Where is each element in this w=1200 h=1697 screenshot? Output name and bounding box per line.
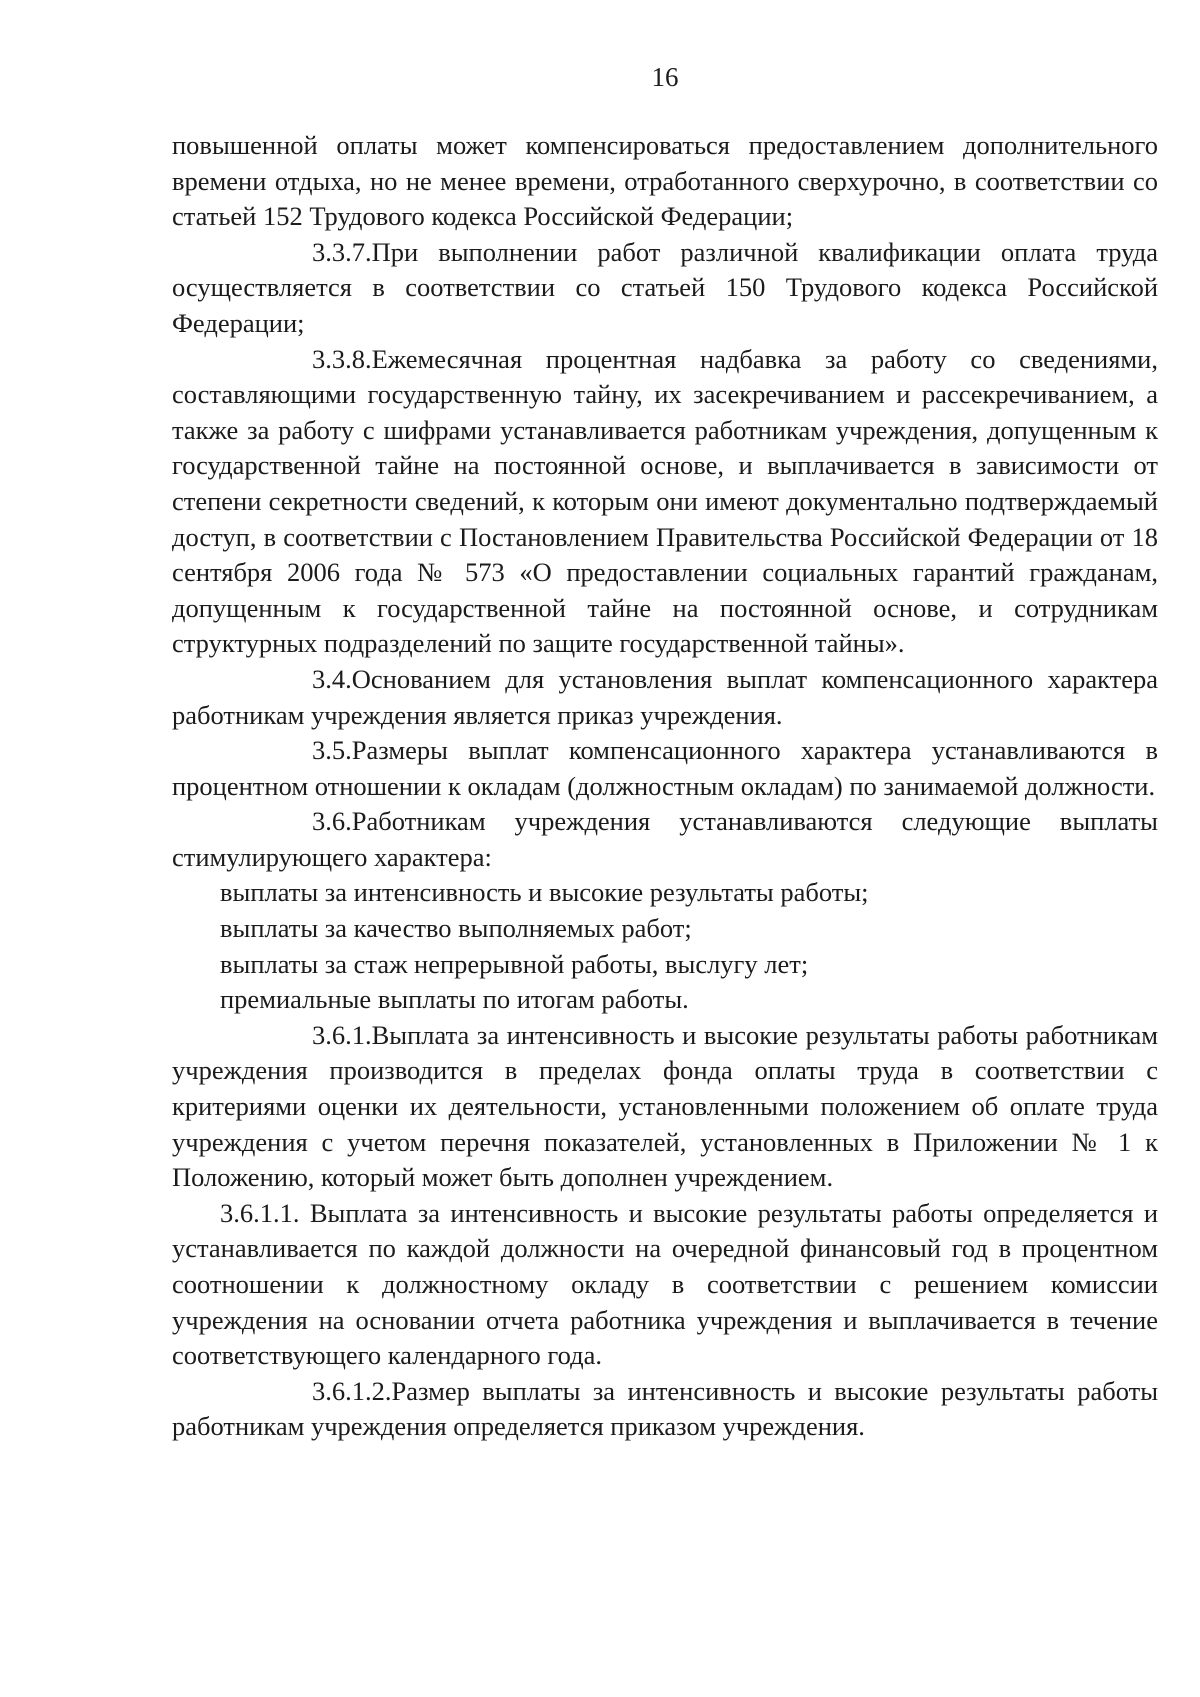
paragraph-text: Выплата за интенсивность и высокие результаты работы работникам учреждения производится в пределах фонда оплаты труда в соответствии с критериями оценки их деятельности, установленными положением об оплате труда учреждения с учетом перечня показателей, установленных в Приложении № 1 к Положению, который может быть дополнен учреждением. <box>172 1019 1158 1193</box>
paragraph-text: Ежемесячная процентная надбавка за работу со сведениями, составляющими государственную тайну, их засекречиванием и рассекречиванием, а также за работу с шифрами устанавливается работникам учреждения, допущенным к государственной тайне на постоянной основе, и выплачивается в зависимости от степени секретности сведений, к которым они имеют документально подтверждаемый доступ, в соответствии с Постановлением Правительства Российской Федерации от 18 сентября 2006 года № 573 «О предоставлении социальных гарантий гражданам, допущенным к государственной тайне на постоянной основе, и сотрудникам структурных подразделений по защите государственной тайны». <box>172 343 1158 659</box>
clause-number: 3.3.7. <box>312 236 372 267</box>
paragraph-3-5 <box>172 733 1158 804</box>
paragraph-3-6-1 <box>172 1018 1158 1196</box>
clause-number: 3.6. <box>312 806 352 837</box>
clause-number: 3.5. <box>312 735 352 766</box>
clause-number: 3.6.1.1. <box>220 1197 300 1228</box>
paragraph-text: При выполнении работ различной квалификации оплата труда осуществляется в соответствии со статьей 150 Трудового кодекса Российской Федерации; <box>172 236 1158 338</box>
document-body <box>172 128 1158 1445</box>
paragraph-text: Размеры выплат компенсационного характера устанавливаются в процентном отношении к окладам (должностным окладам) по занимаемой должности. <box>172 735 1158 801</box>
paragraph-text: Размер выплаты за интенсивность и высокие результаты работы работникам учреждения определяется приказом учреждения. <box>172 1375 1158 1442</box>
paragraph-3-6-1-2 <box>172 1374 1158 1445</box>
paragraph-text: Выплата за интенсивность и высокие результаты работы определяется и устанавливается по каждой должности на очередной финансовый год в процентном соотношении к должностному окладу в соответствии с решением комиссии учреждения на основании отчета работника учреждения и выплачивается в течение соответствующего календарного года. <box>172 1197 1159 1371</box>
list-item: премиальные выплаты по итогам работы. <box>220 984 689 1015</box>
list-item: выплаты за стаж непрерывной работы, выслугу лет; <box>220 948 809 979</box>
paragraph-text: повышенной оплаты может компенсироваться предоставлением дополнительного времени отдыха, но не менее времени, отработанного сверхурочно, в соответствии со статьей 152 Трудового кодекса Российской Федерации; <box>172 130 1158 232</box>
clause-number: 3.3.8. <box>312 343 372 374</box>
list-item: выплаты за интенсивность и высокие результаты работы; <box>220 877 869 908</box>
paragraph-continuation <box>172 128 1158 235</box>
paragraph-3-3-7 <box>172 235 1158 342</box>
paragraph-text: Работникам учреждения устанавливаются следующие выплаты стимулирующего характера: <box>172 806 1158 872</box>
paragraph-text: Основанием для установления выплат компенсационного характера работникам учреждения является приказ учреждения. <box>172 663 1158 730</box>
paragraph-3-4 <box>172 662 1158 733</box>
clause-number: 3.6.1.2. <box>312 1375 392 1406</box>
list-item: выплаты за качество выполняемых работ; <box>220 913 692 944</box>
paragraph-3-6 <box>172 804 1158 875</box>
clause-number: 3.4. <box>312 663 352 694</box>
paragraph-3-6-1-1 <box>172 1196 1158 1374</box>
page-number: 16 <box>651 62 679 92</box>
clause-number: 3.6.1. <box>312 1019 372 1050</box>
paragraph-3-3-8 <box>172 342 1158 662</box>
